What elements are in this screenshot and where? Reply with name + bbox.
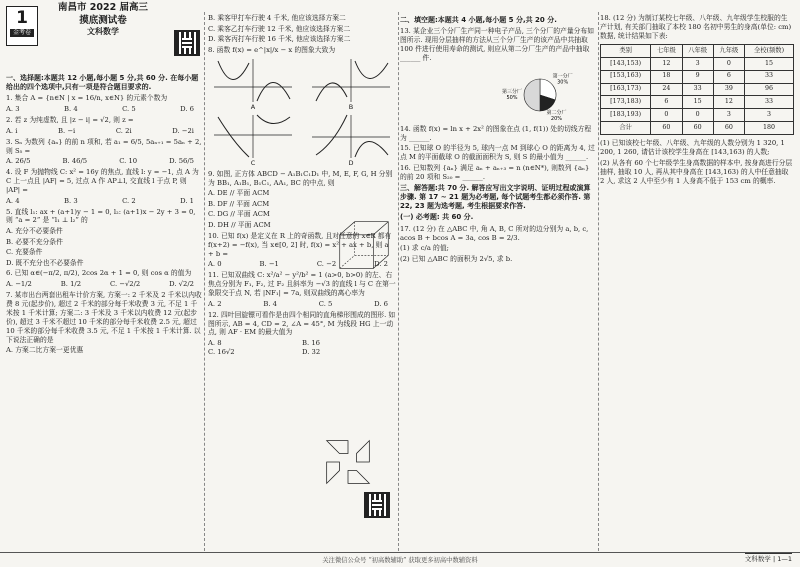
question-text: C. DG // 平面 ACM <box>208 210 270 219</box>
table-cell: 60 <box>713 122 744 135</box>
table-cell: 0 <box>713 57 744 70</box>
column-4 <box>600 14 794 187</box>
answer-options <box>6 197 202 206</box>
pie-slice-percent: 20% <box>550 115 563 122</box>
height-table <box>600 44 794 135</box>
table-cell: 0 <box>651 109 682 122</box>
column-3 <box>400 14 596 265</box>
answer-option: D. 1 <box>180 196 194 205</box>
question-text: B. 乘客甲打车行驶 4 千米, 他应该选择方案二 <box>208 14 346 22</box>
column-3-top <box>400 16 596 63</box>
pie-slice <box>524 79 540 111</box>
table-row <box>601 109 794 122</box>
table-cell: 180 <box>745 122 794 135</box>
answer-option: C. −√2/2 <box>109 279 141 288</box>
question-text: 18. (12 分) 为制订某校七年级、八年级、九年级学生校服的生产计划, 有关部门抽取了本校 180 名初中男生的身高(单位: cm) 数据, 统计结果如下表: <box>600 14 792 40</box>
answer-option: C. 2i <box>115 126 132 135</box>
answer-option: D. 6 <box>374 299 388 308</box>
question-text: D. DH // 平面 ACM <box>208 221 271 230</box>
subject-label: 文科数学 <box>87 27 119 37</box>
answer-option: B. 16 <box>302 339 320 348</box>
question-text: 16. 已知数列 {aₙ} 满足 aₙ + aₙ₊₃ = n (n∈N*), 则数列 {aₙ} 的前 20 项和 S₂₀ = ______. <box>400 163 590 181</box>
table-cell: 24 <box>651 83 682 96</box>
table-cell: 3 <box>682 57 713 70</box>
question-text: 7. 某市出台两套出租车计价方案, 方案一: 2 千米及 2 千米以内收费 8 元(起步价), 超过 2 千米的部分每千米收费 3 元, 不足 1 千米按 1 千米计算; 方案二: 3 千米及 3 千米以内收费 12 元(起步价), 超过 3 千米不超过 10 千米的部分每千米收费 2.5 元, 超过 10 千米的部分每千米收费 3.5 元, 不足 1 千米按 1 千米计算. 以下说法正确的是 <box>6 290 202 344</box>
section-heading: 二、填空题:本题共 4 小题,每小题 5 分,共 20 分. <box>400 16 557 24</box>
question-text: 11. 已知双曲线 C: x²/a² − y²/b² = 1 (a>0, b>0) 的左、右焦点分别为 F₁, F₂, 过 F₂ 且斜率为 −√3 的直线 l 与 C 在第一象限交于点 N, 若 |NF₁| = 7a, 则双曲线的离心率为 <box>208 271 396 297</box>
boomerang-diagram <box>316 430 380 494</box>
answer-options <box>208 339 396 357</box>
table-cell: [143,153) <box>601 57 651 70</box>
pie-svg <box>492 65 588 125</box>
graph-d-label: D <box>348 159 354 168</box>
answer-option: A. 3 <box>6 105 20 114</box>
answer-option: A. 8 <box>208 339 222 348</box>
answer-options <box>6 280 202 289</box>
answer-option: C. −2 <box>316 260 337 269</box>
footer-note: 关注微信公众号 “初高数辅助” 获取更多初高中数辅资料 <box>322 556 478 564</box>
column-1 <box>6 72 202 357</box>
exam-title <box>48 2 158 38</box>
graph-a-svg <box>212 57 294 103</box>
table-cell: [153,163) <box>601 70 651 83</box>
title-line1: 南昌市 2022 届高三 <box>57 2 149 13</box>
table-cell: 15 <box>682 96 713 109</box>
answer-option: A. 0 <box>208 260 222 269</box>
question-text: 15. 已知球 O 的半径为 5, 球内一点 M 到球心 O 的距离为 4, 过点 M 的平面截球 O 的截面面积为 S, 则 S 的最小值为 ______. <box>400 144 595 162</box>
pie-slice-label: 第三分厂 <box>501 88 523 95</box>
question-text: 6. 已知 α∈(−π/2, π/2), 2cos 2α + 1 = 0, 则 cos α 的值为 <box>6 269 192 278</box>
answer-option: A. −1/2 <box>6 279 32 288</box>
graph-option-d <box>306 113 396 168</box>
question-text: D. 乘客丙打车行驶 16 千米, 他应该选择方案二 <box>208 35 351 44</box>
graph-c-svg <box>212 113 294 159</box>
question-text: A. 方案二比方案一更优惠 <box>6 346 84 355</box>
answer-option: C. 5 <box>318 299 333 308</box>
answer-option: B. −i <box>58 126 76 135</box>
table-cell: 3 <box>745 109 794 122</box>
answer-option: D. 32 <box>302 348 321 356</box>
question-text: (1) 求 c/a 的值; <box>400 244 449 253</box>
answer-option: D. 2 <box>374 260 388 269</box>
pie-slice-label: 第二分厂 <box>546 109 567 116</box>
table-header-cell: 七年级 <box>651 44 682 57</box>
table-cell: 合计 <box>601 122 651 135</box>
answer-option: B. 4 <box>263 299 277 308</box>
graph-a-label: A <box>250 102 256 111</box>
graph-c-label: C <box>250 159 256 168</box>
answer-option: D. −2i <box>172 126 194 135</box>
table-cell: 15 <box>745 57 794 70</box>
graph-b-label: B <box>348 102 354 111</box>
table-row <box>601 70 794 83</box>
answer-option: C. 16√2 <box>208 348 235 356</box>
table-row <box>601 96 794 109</box>
table-cell: 0 <box>682 109 713 122</box>
question-text: 13. 某企业三个分厂生产同一种电子产品, 三个分厂的产量分布如图所示. 现用分层抽样的方法从三个分厂生产的该产品中共抽取 100 件进行使用寿命的测试, 则应从第二分厂生产的产品中抽取 ______ 件. <box>400 27 595 63</box>
section-heading: 一、选择题:本题共 12 小题,每小题 5 分,共 60 分. 在每小题给出的四个选项中,只有一项是符合题目要求的. <box>6 74 199 92</box>
table-cell: 6 <box>651 96 682 109</box>
pie-slice-label: 第一分厂 <box>552 73 573 80</box>
column-4-bottom <box>600 139 794 185</box>
cube-diagram <box>336 218 392 274</box>
answer-option: A. i <box>6 126 18 135</box>
volume-badge <box>6 6 38 46</box>
table-cell: 12 <box>651 57 682 70</box>
answer-option: D. 56/5 <box>169 157 194 166</box>
table-cell: 96 <box>745 83 794 96</box>
question-text: 4. 设 F 为抛物线 C: x² = 16y 的焦点, 直线 l: y = −1, 点 A 为 C 上一点且 |AF| = 5, 过点 A 作 AP⊥l, 交直线 l 于点 P, 则 |AP| = <box>6 168 199 194</box>
question-text: 12. 四叶回旋镖可看作是由四个相同的直角梯形围成的图形. 如图所示, AB = 4, CD = 2, ∠A = 45°, M 为线段 HG 上一动点, 则 AF · EM 的最大值为 <box>208 310 396 337</box>
answer-option: B. 3 <box>64 196 78 205</box>
question-text: 1. 集合 A = {n∈N | x = 16/n, x∈N} 的元素个数为 <box>6 94 168 103</box>
pie-chart <box>400 65 596 125</box>
answer-option: D. 6 <box>180 105 194 114</box>
answer-option: B. 4 <box>64 105 78 114</box>
answer-option: B. 1/2 <box>60 279 82 288</box>
column-2 <box>208 14 396 359</box>
question-text: (2) 从各有 60 个七年级学生身高数据的样本中, 按身高进行分层抽样, 抽取 10 人, 再从其中身高在 [143,163) 的人中任意抽取 2 人, 求这 2 人中至少有 1 人身高不低于 153 cm 的概率. <box>600 158 793 185</box>
column-2-top <box>208 14 396 55</box>
footer-rule <box>0 552 800 553</box>
question-text: A. DE // 平面 ACM <box>208 189 270 198</box>
column-divider <box>398 12 399 551</box>
badge-label: 金考卷 <box>10 29 34 37</box>
answer-options <box>6 127 202 136</box>
graph-option-c <box>208 113 298 168</box>
page-number: 文科数学 | 1—1 <box>744 555 792 564</box>
graph-option-a <box>208 57 298 112</box>
table-cell: 33 <box>745 70 794 83</box>
graph-d-svg <box>310 113 392 159</box>
question-text: B. 必要不充分条件 <box>6 237 63 246</box>
answer-option: A. 4 <box>6 196 20 205</box>
question-text: 10. 已知 f(x) 是定义在 R 上的奇函数, 且对任意的 x∈R 都有 f(x+2) = −f(x), 当 x∈[0, 2] 时, f(x) = x² + ax + b, 则 a + b = <box>208 231 392 258</box>
column-3-bottom <box>400 125 596 264</box>
question-text: A. 充分不必要条件 <box>6 227 63 236</box>
table-cell: 33 <box>745 96 794 109</box>
question-text: C. 充要条件 <box>6 248 43 257</box>
table-cell: [173,183) <box>601 96 651 109</box>
section-heading: 三、解答题:共 70 分. 解答应写出文字说明、证明过程或演算步骤. 第 17 ~ 21 题为必考题, 每个试题考生都必须作答. 第 22, 23 题为选考题, 考生根据要求作答. <box>400 183 591 211</box>
table-header-cell: 类别 <box>601 44 651 57</box>
question-text: 2. 若 z 为纯虚数, 且 |z − i| = √2, 则 z = <box>6 116 134 124</box>
answer-option: B. 46/5 <box>62 157 88 166</box>
qr-code-icon <box>174 30 200 56</box>
question-text: 3. Sₙ 为数列 {aₙ} 的前 n 项和, 若 a₁ = 6/5, 5aₙ₊₁ = 5aₙ + 2, 则 S₅ = <box>6 137 202 155</box>
answer-option: C. 2 <box>122 196 136 205</box>
pie-slice-percent: 30% <box>557 79 569 86</box>
question-text: 17. (12 分) 在 △ABC 中, 角 A, B, C 所对的边分别为 a, b, c, acos B + bcos A = 3a, cos B = 2/3. <box>400 224 589 242</box>
table-cell: 3 <box>713 109 744 122</box>
table-header-cell: 八年级 <box>682 44 713 57</box>
answer-option: C. 10 <box>119 157 138 166</box>
table-cell: 39 <box>713 83 744 96</box>
question-text: (2) 已知 △ABC 的面积为 2√5, 求 b. <box>400 254 513 263</box>
table-cell: 60 <box>682 122 713 135</box>
table-cell: [163,173) <box>601 83 651 96</box>
table-cell: 60 <box>651 122 682 135</box>
column-divider <box>204 12 205 551</box>
question-text: D. 既不充分也不必要条件 <box>6 258 84 267</box>
table-cell: [183,193) <box>601 109 651 122</box>
table-cell: 9 <box>682 70 713 83</box>
table-cell: 6 <box>713 70 744 83</box>
answer-option: C. 5 <box>122 105 136 114</box>
table-row <box>601 122 794 135</box>
badge-number: 1 <box>16 8 28 28</box>
graph-b-svg <box>310 57 392 103</box>
answer-options <box>208 300 396 309</box>
qr-code-icon-2 <box>364 492 390 518</box>
question-text: 9. 如图, 正方体 ABCD − A₁B₁C₁D₁ 中, M, E, F, G, H 分别为 BB₁, A₁B₁, B₁C₁, AA₁, BC 的中点, 则 <box>208 169 393 187</box>
question-text: C. 乘客乙打车行驶 12 千米, 他应该选择方案二 <box>208 24 351 33</box>
function-graphs <box>208 57 396 168</box>
question-text: B. DF // 平面 ACM <box>208 199 270 208</box>
title-line2: 摸底测试卷 <box>79 14 127 26</box>
graph-option-b <box>306 57 396 112</box>
question-text: (1) 已知该校七年级、八年级、九年级的人数分别为 1 320, 1 200, 1 260, 请估计该校学生身高在 [143,163) 的人数; <box>600 139 785 157</box>
section-heading: (一) 必考题: 共 60 分. <box>400 213 474 222</box>
table-row <box>601 57 794 70</box>
table-header-row <box>601 44 794 57</box>
answer-option: A. 2 <box>208 299 222 308</box>
question-text: 14. 函数 f(x) = ln x + 2x² 的图象在点 (1, f(1)) 处的切线方程为 ______. <box>400 124 592 142</box>
answer-option: A. 26/5 <box>6 157 31 166</box>
column-4-top <box>600 14 794 41</box>
answer-options <box>6 105 202 114</box>
question-text: 8. 函数 f(x) = e^|x|/x − x 的图象大致为 <box>208 45 336 54</box>
answer-option: B. −1 <box>259 260 279 269</box>
table-cell: 33 <box>682 83 713 96</box>
answer-option: D. √2/2 <box>169 279 194 288</box>
pie-slice-percent: 50% <box>506 94 518 101</box>
question-text: 5. 直线 l₁: ax + (a+1)y − 1 = 0, l₂: (a+1)x − 2y + 3 = 0, 则 “a = 2” 是 “l₁ ⊥ l₂” 的 <box>6 207 196 225</box>
table-cell: 18 <box>651 70 682 83</box>
table-row <box>601 83 794 96</box>
column-divider <box>598 12 599 551</box>
table-cell: 12 <box>713 96 744 109</box>
table-header-cell: 九年级 <box>713 44 744 57</box>
table-header-cell: 全校(频数) <box>745 44 794 57</box>
answer-options <box>6 157 202 166</box>
table-body <box>601 57 794 134</box>
